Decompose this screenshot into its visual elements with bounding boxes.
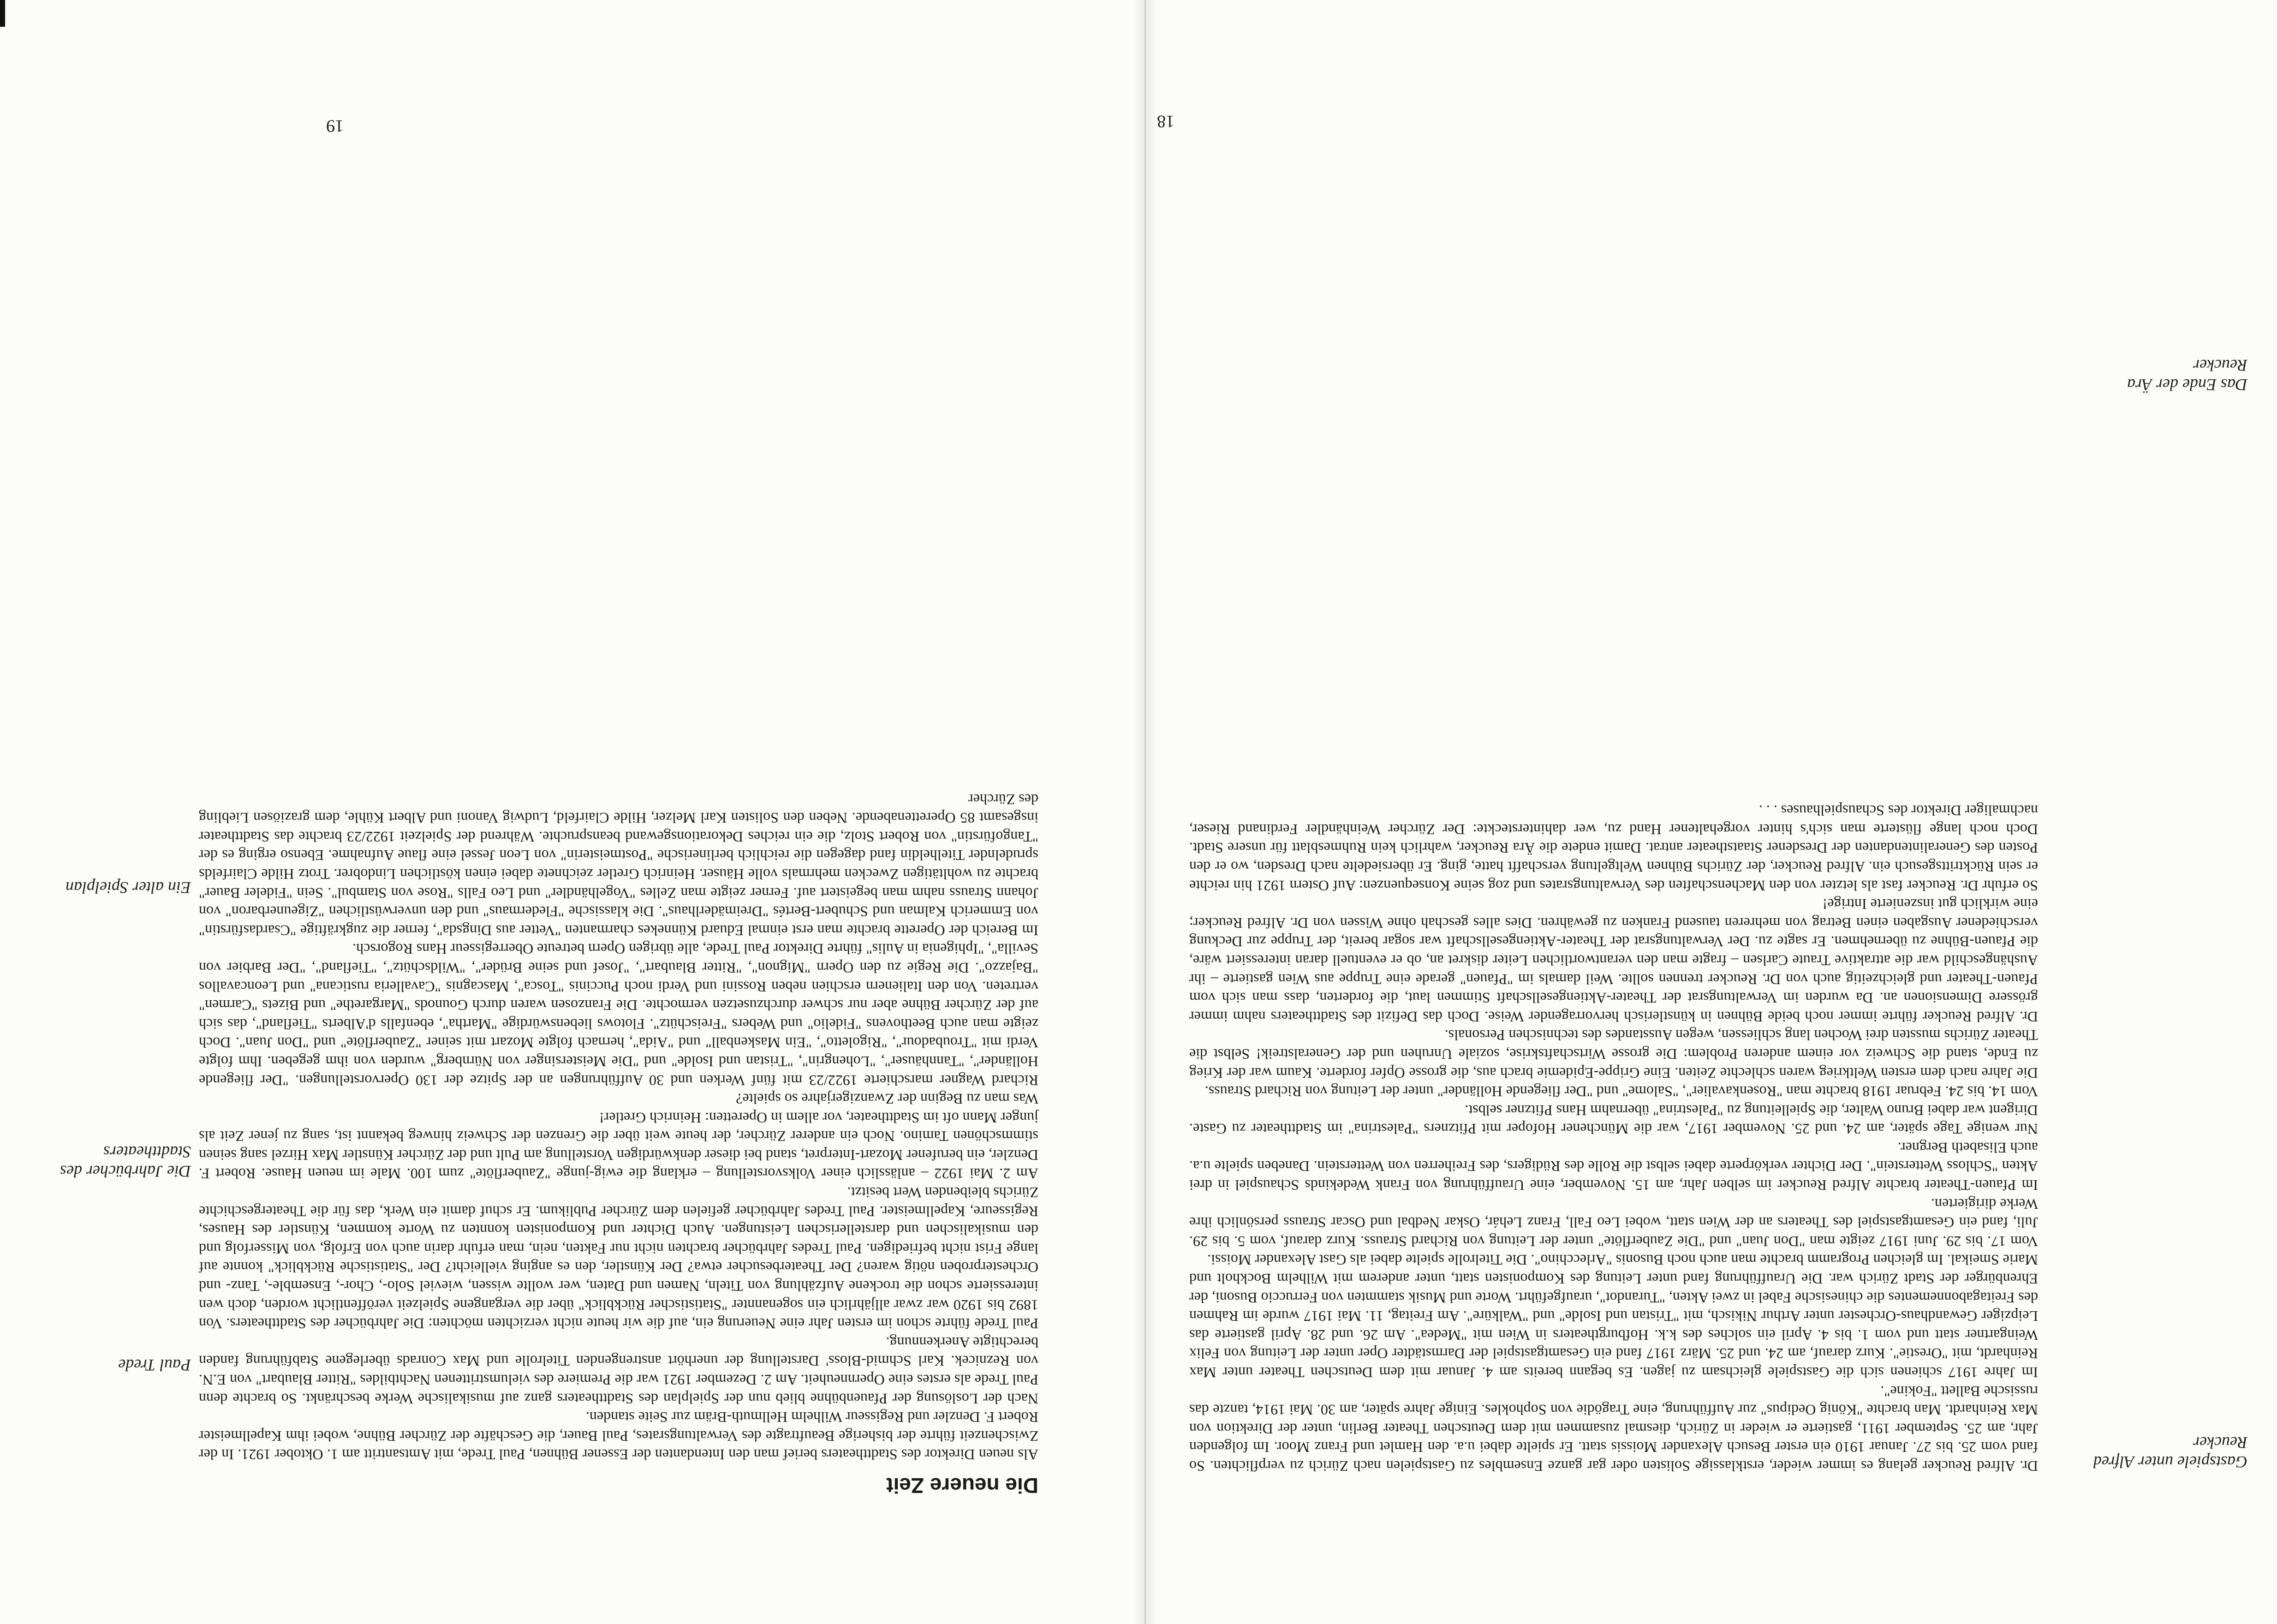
margin-note-paul-trede: Paul Trede [118, 1356, 191, 1374]
gutter-shadow [1146, 0, 1157, 1624]
paragraph: Im Bereich der Operette brachte man erst einmal Eduard Künnekes charmanten "Vetter aus Dingsda", ferner die zugkräftige "Csardasfürstin" von Emmerich Kalman und Schubert-Bertés "Dreimäderlhaus". Die klassische "Fledermaus" und den unverwüstlichen "Zigeunerbaron" von Johann Strauss nahm man begeistert auf. Ferner zeigte man Zelles "Vogelhändler" und Leo Falls "Rose von Stambul". Sein "Fideler Bauer" brachte zu wohltätigen Zwecken mehrmals volle Häuser. Heinrich Gretler zeichnete dabei einen köstlichen Lindobrer. Trotz Hilde Clairfelds sprudelnder Titelheldin fand dagegen die reichlich berlinerische "Postmeisterin" von Leon Jessel eine flaue Aufnahme. Ebenso erging es der "Tangofürstin" von Robert Stolz, die ein reiches Dekorationsgewand beanspruchte. Während der Spielzeit 1922/23 brachte das Stadttheater insgesamt 85 Operettenabende. Neben den Solisten Karl Melzer, Hilde Clairfeld, Ludwig Vanoni und Albert Kühle, dem graziösen Liebling des Zürcher [199, 791, 1038, 939]
gutter-shadow [1133, 0, 1144, 1624]
page-left [1146, 0, 2277, 1624]
text-column-left [1189, 801, 2038, 1475]
scan-corner-mark [0, 0, 5, 27]
paragraph: Was man zu Beginn der Zwanzigerjahre so spielte? [736, 1091, 1038, 1108]
paragraph: Dr. Alfred Reucker gelang es immer wieder, erstklassige Solisten oder gar ganze Ensembles zu Gastspielen nach Zürich zu verpflichten. So fand vom 25. bis 27. Januar 1910 ein erster Besuch Alexander Moissis statt. Er spielte dabei u.a. den Hamlet und Franz Moor. Im folgenden Jahr, am 25. September 1911, gastierte er wieder in Zürich, diesmal zusammen mit dem Deutschen Theater Berlin, unter der Direktion von Max Reinhardt. Man brachte "König Oedipus" zur Aufführung, eine Tragödie von Sophokles. Einige Jahre später, am 30. Mai 1914, tanzte das russische Ballett "Fokine". [1189, 1383, 2038, 1475]
text-column-right [199, 790, 1038, 1498]
chapter-heading: Die neuere Zeit [886, 1474, 1038, 1498]
paragraph: Paul Trede führte schon im ersten Jahr eine Neuerung ein, auf die wir heute nicht verzichten möchten: Die Jahrbücher des Stadttheaters. Von 1892 bis 1920 war zwar alljährlich ein sogenannter "Statistischer Rückblick" über die vergangene Spielzeit veröffentlicht worden, doch wen interessierte schon die trockene Aufzählung von Titeln, Namen und Daten, wer wollte wissen, wieviel Solo-, Chor-, Ensemble-, Tanz- und Orchesterproben nötig waren? Der Theaterbesucher etwa? Der Künstler, den es anging vielleicht? Der "Statistische Rückblick" konnte auf lange Frist nicht befriedigen. Paul Tredes Jahrbücher brachten nicht nur Fakten, nein, man erfuhr darin auch von Erfolg, von Misserfolg und den musikalischen und darstellerischen Leistungen. Auch Dichter und Komponisten konnten zu Worte kommen, Künstler des Hauses, Regisseure, Kapellmeister. Paul Tredes Jahrbücher gefielen dem Zürcher Publikum. Er schuf damit ein Werk, das für die Theatergeschichte Zürichs bleibenden Wert besitzt. [199, 1184, 1038, 1332]
paragraph: Im Jahre 1917 schienen sich die Gastspiele gleichsam zu jagen. Es begann bereits am 4. Januar mit dem Deutschen Theater unter Max Reinhardt, mit "Orestie". Kurz darauf, am 24. und 25. März 1917 fand ein Gesamtgastspiel der Darmstädter Oper unter der Leitung von Felix Weingartner statt und vom 1. bis 4. April ein solches des k.k. Hofburgtheaters in Wien mit "Medea". Am 26. und 28. April gastierte das Leipziger Gewandhaus-Orchester unter Arthur Nikisch, mit "Tristan und Isolde" und "Walküre". Am Freitag, 11. Mai 1917 wurde im Rahmen des Freitagabonnementes die chinesische Fabel in zwei Akten, "Turandot", uraufgeführt. Worte und Musik stammten von Ferruccio Busoni, der Ehrenbürger der Stadt Zürich war. Die Uraufführung fand unter Leitung des Komponisten statt, unter anderem mit Wilhelm Bockholt und Marie Smeikal. Im gleichen Programm brachte man auch noch Busonis "Arlecchino". Die Titelrolle spielte dabei als Gast Alexander Moissi. [1189, 1252, 2038, 1381]
paragraph: Im Pfauen-Theater brachte Alfred Reucker im selben Jahr, am 15. November, eine Uraufführung von Frank Wedekinds Schauspiel in drei Akten "Schloss Wetterstein". Der Dichter verkörperte dabei selbst die Rolle des Rüdigers, des Freiherren von Wetterstein. Daneben spielte u.a. auch Elisabeth Bergner. [1189, 1139, 2038, 1194]
margin-note-jahrbuecher: Die Jahrbücher des Stadttheaters [60, 1143, 191, 1181]
paragraph: Richard Wagner marschierte 1922/23 mit fünf Werken und 30 Aufführungen an der Spitze der 130 Opervorstellungen. "Der fliegende Holländer", "Tannhäuser", "Lohengrin", "Tristan und Isolde" und "Die Meistersinger von Nürnberg" wurden von ihm gegeben. Ihm folgte Verdi mit "Troubadour", "Rigoletto", "Ein Maskenball" und "Aida", hernach folgte Mozart mit seiner "Zauberflöte" und "Don Juan". Doch zeigte man auch Beethovens "Fidelio" und Webers "Freischütz". Flotows liebenswürdige "Martha", ebenfalls d'Alberts "Tiefland", das sich auf der Zürcher Bühne aber nur schwer durchzusetzen vermochte. Die Franzosen waren durch Gounods "Margarethe" und Bizets "Carmen" vertreten. Von den Italienern erschien neben Rossini und Verdi noch Puccinis "Tosca", Mascagnis "Cavalleria rusticana" und Leoncavallos "Bajazzo". Die Regie zu den Opern "Mignon", "Ritter Blaubart", "Josef und seine Brüder", "Wildschütz", "Tiefland", "Der Barbier von Sevilla", "Iphigenia in Aulis" führte Direktor Paul Trede, alle übrigen Opern betreute Oberregisseur Hans Rogorsch. [199, 941, 1038, 1089]
margin-note-gastspiele: Gastspiele unter Alfred Reucker [2093, 1433, 2247, 1471]
paragraph: Dr. Alfred Reucker führte immer noch beide Bühnen in künstlerisch hervorragender Weise. Doch das Defizit des Stadttheaters nahm immer grössere Dimensionen an. Da wurden im Verwaltungsrat der Theater-Aktiengesellschaft Stimmen laut, die forderten, dass man sich vom Pfauen-Theater und gleichzeitig auch von Dr. Reucker trennen sollte. Weil damals im "Pfauen" gerade eine Truppe aus Wien gastierte – ihr Aushängeschild war die attraktive Traute Carlsen – fragte man den verantwortlichen Leiter diskret an, ob er eventuell daran interessiert wäre, die Pfauen-Bühne zu übernehmen. Er sagte zu. Der Verwaltungsrat der Theater-Aktiengesellschaft war sogar bereit, der Truppe zur Deckung verschiedener Ausgaben einen Betrag von mehreren tausend Franken zu gewähren. Dies alles geschah ohne Wissen von Dr. Alfred Reucker; eine wirklich gut inszenierte Intrige! [1189, 896, 2038, 1025]
margin-note-ende-aera: Das Ende der Ära Reucker [2127, 356, 2247, 394]
margin-note-spielplan: Ein alter Spielplan [66, 878, 191, 897]
paragraph: So erfuhr Dr. Reucker fast als letzter von den Machenschaften des Verwaltungsrates und zog seine Konsequenzen: Auf Ostern 1921 hin reichte er sein Rücktrittsgesuch ein. Alfred Reucker, der Zürichs Bühnen Weltgeltung verschafft hatte, ging. Er übersiedelte nach Dresden, wo er den Posten des Generalintendanten der Dresdener Staatstheater antrat. Damit endete die Ära Reucker, wahrlich kein Ruhmesblatt für unsere Stadt. Doch noch lange flüsterte man sich's hinter vorgehaltener Hand zu, wer dahintersteckte: Der Zürcher Weinhändler Ferdinand Rieser, nachmaliger Direktor des Schauspielhauses . . . [1189, 802, 2038, 894]
paragraph: Am 2. Mai 1922 – anlässlich einer Volksvorstellung – erklang die ewig-junge "Zauberflöte" zum 100. Male im neuen Hause. Robert F. Denzler, ein berufener Mozart-Interpret, stand bei dieser denkwürdigen Vorstellung am Pult und der Zürcher Künstler Max Hirzel sang seinen stimmschönen Tamino. Noch ein anderer Zürcher, der heute weit über die Grenzen der Schweiz hinweg bekannt ist, sang zu jener Zeit als junger Mann oft im Stadttheater, vor allem in Operetten: Heinrich Gretler! [199, 1109, 1038, 1182]
paragraph: Die Jahre nach dem ersten Weltkrieg waren schlechte Zeiten. Eine Grippe-Epidemie brach aus, die grosse Opfer forderte. Kaum war der Krieg zu Ende, stand die Schweiz vor einem anderen Problem: Die grosse Wirtschaftskrise, soziale Unruhen und der Generalstreik! Selbst die Theater Zürichs mussten drei Wochen lang schliessen, wegen Ausstandes des technischen Personals. [1189, 1027, 2038, 1081]
page-number: 19 [326, 116, 344, 136]
page-number: 18 [1157, 112, 1174, 131]
paragraph: Nur wenige Tage später, am 24. und 25. November 1917, war die Münchener Hofoper mit Pfitzners "Palestrina" im Stadttheater zu Gaste. Dirigent war dabei Bruno Walter, die Spielleitung zu "Palestrina" übernahm Hans Pfitzner selbst. [1189, 1102, 2038, 1138]
paragraph: Als neuen Direktor des Stadttheaters berief man den Intendanten der Essener Bühnen, Paul Trede, mit Amtsantritt am 1. Oktober 1921. In der Zwischenzeit führte der bisherige Beauftragte des Verwaltungsrates, Paul Bauer, die Geschäfte der Zürcher Bühne, wobei ihm Kapellmeister Robert F. Denzler und Regisseur Wilhelm Hellmuth-Bräm zur Seite standen. [199, 1409, 1038, 1463]
paragraph: Vom 14. bis 24. Februar 1918 brachte man "Rosenkavalier", "Salome" und "Der fliegende Holländer" unter der Leitung von Richard Strauss. [1204, 1083, 2038, 1100]
paragraph: Vom 17. bis 29. Juni 1917 zeigte man "Don Juan" und "Die Zauberflöte" unter der Leitung von Richard Strauss. Kurz darauf, vom 5. bis 29. Juli, fand ein Gesamtgastspiel des Theaters an der Wien statt, wobei Leo Fall, Franz Lehár, Oskar Nedbal und Oscar Strauss persönlich ihre Werke dirigierten. [1189, 1195, 2038, 1250]
paragraph: Nach der Loslösung der Pfauenbühne blieb nun der Spielplan des Stadttheaters ganz auf musikalische Werke beschränkt. So brachte denn Paul Trede als erstes eine Opernneuheit. Am 2. Dezember 1921 war die Premiere des vielumstrittenen Nachtbildes "Ritter Blaubart" von E.N. von Reznicek. Karl Schmid-Bloss' Darstellung der unerhört anstrengenden Titelrolle und Max Conrads überlegene Stabführung fanden berechtigte Anerkennung. [199, 1334, 1038, 1407]
